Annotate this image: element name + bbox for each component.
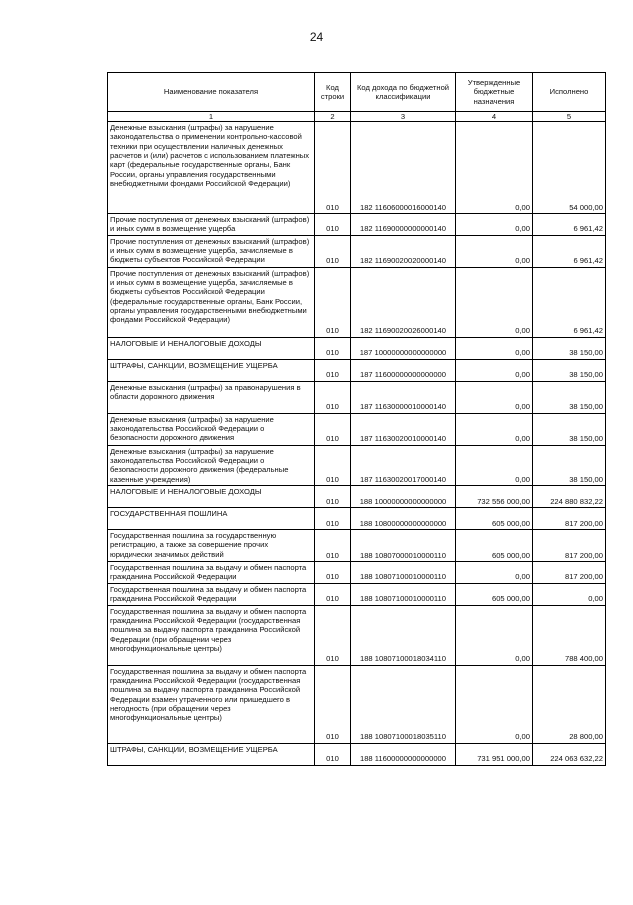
cell-executed: 817 200,00 (533, 507, 606, 529)
cell-approved: 0,00 (456, 214, 533, 236)
table-row (108, 743, 606, 765)
cell-name: Денежные взыскания (штрафы) за правонарушения в области дорожного движения (108, 381, 315, 413)
cell-kbk: 188 10807100010000110 (351, 561, 456, 583)
cell-approved: 0,00 (456, 605, 533, 665)
cell-executed: 38 150,00 (533, 381, 606, 413)
cell-name: Денежные взыскания (штрафы) за нарушение законодательства Российской Федерации о безопасности дорожного движения (108, 413, 315, 445)
cell-name: НАЛОГОВЫЕ И НЕНАЛОГОВЫЕ ДОХОДЫ (108, 337, 315, 359)
cell-name: Государственная пошлина за государственную регистрацию, а также за совершение прочих юридически значимых действий (108, 529, 315, 561)
cell-approved: 0,00 (456, 561, 533, 583)
cell-name: Денежные взыскания (штрафы) за нарушение законодательства Российской Федерации о безопасности дорожного движения (федеральные казенные учреждения) (108, 445, 315, 485)
cell-approved: 0,00 (456, 359, 533, 381)
column-number: 5 (533, 112, 606, 122)
cell-kbk: 182 11690000000000140 (351, 214, 456, 236)
table-header-row (108, 73, 606, 112)
table-row (108, 337, 606, 359)
cell-code: 010 (315, 445, 351, 485)
cell-kbk: 188 10000000000000000 (351, 485, 456, 507)
table-row (108, 485, 606, 507)
cell-name: Государственная пошлина за выдачу и обмен паспорта гражданина Российской Федерации (108, 583, 315, 605)
cell-executed: 224 063 632,22 (533, 743, 606, 765)
page-number: 24 (309, 30, 324, 44)
cell-name: Прочие поступления от денежных взысканий (штрафов) и иных сумм в возмещение ущерба, зачисляемые в бюджеты субъектов Российской Федерации (108, 235, 315, 267)
cell-kbk: 187 11630020010000140 (351, 413, 456, 445)
cell-approved: 0,00 (456, 381, 533, 413)
cell-code: 010 (315, 583, 351, 605)
cell-code: 010 (315, 605, 351, 665)
cell-code: 010 (315, 485, 351, 507)
table-row (108, 359, 606, 381)
cell-approved: 0,00 (456, 445, 533, 485)
table-row (108, 413, 606, 445)
cell-code: 010 (315, 507, 351, 529)
header-code: Код строки (315, 73, 351, 112)
table-row (108, 507, 606, 529)
cell-code: 010 (315, 743, 351, 765)
cell-approved: 0,00 (456, 267, 533, 337)
cell-executed: 54 000,00 (533, 122, 606, 214)
table-row (108, 235, 606, 267)
cell-approved: 731 951 000,00 (456, 743, 533, 765)
cell-kbk: 188 10807100010000110 (351, 583, 456, 605)
cell-executed: 817 200,00 (533, 561, 606, 583)
cell-executed: 38 150,00 (533, 445, 606, 485)
cell-code: 010 (315, 122, 351, 214)
cell-kbk: 187 11630020017000140 (351, 445, 456, 485)
header-approved: Утвержденные бюджетные назначения (456, 73, 533, 112)
cell-code: 010 (315, 381, 351, 413)
cell-approved: 0,00 (456, 665, 533, 743)
cell-kbk: 187 11630000010000140 (351, 381, 456, 413)
header-name: Наименование показателя (108, 73, 315, 112)
cell-executed: 38 150,00 (533, 359, 606, 381)
cell-executed: 817 200,00 (533, 529, 606, 561)
cell-approved: 732 556 000,00 (456, 485, 533, 507)
cell-approved: 0,00 (456, 235, 533, 267)
table-row (108, 583, 606, 605)
cell-kbk: 187 10000000000000000 (351, 337, 456, 359)
table-row (108, 267, 606, 337)
cell-code: 010 (315, 561, 351, 583)
table-row (108, 529, 606, 561)
cell-executed: 0,00 (533, 583, 606, 605)
cell-kbk: 182 11690020020000140 (351, 235, 456, 267)
cell-code: 010 (315, 214, 351, 236)
cell-name: Государственная пошлина за выдачу и обмен паспорта гражданина Российской Федерации (108, 561, 315, 583)
cell-approved: 0,00 (456, 413, 533, 445)
cell-kbk: 188 11600000000000000 (351, 743, 456, 765)
cell-kbk: 182 11690020026000140 (351, 267, 456, 337)
cell-approved: 605 000,00 (456, 583, 533, 605)
table-row (108, 665, 606, 743)
cell-executed: 28 800,00 (533, 665, 606, 743)
cell-name: Государственная пошлина за выдачу и обмен паспорта гражданина Российской Федерации (государственная пошлина за выдачу паспорта гражданина Российской Федерации (при обращении через многофункциональные центры) (108, 605, 315, 665)
table-row (108, 381, 606, 413)
cell-name: НАЛОГОВЫЕ И НЕНАЛОГОВЫЕ ДОХОДЫ (108, 485, 315, 507)
header-executed: Исполнено (533, 73, 606, 112)
cell-kbk: 188 10807100018034110 (351, 605, 456, 665)
cell-name: Прочие поступления от денежных взысканий (штрафов) и иных сумм в возмещение ущерба, зачисляемые в бюджеты субъектов Российской Федерации (федеральные государственные органы, Банк России, органы управления государственными внебюджетными фондами Российской Федерации) (108, 267, 315, 337)
cell-kbk: 182 11606000016000140 (351, 122, 456, 214)
cell-code: 010 (315, 359, 351, 381)
cell-kbk: 188 10807100018035110 (351, 665, 456, 743)
budget-execution-table (107, 72, 606, 766)
table-row (108, 561, 606, 583)
cell-code: 010 (315, 267, 351, 337)
column-number: 2 (315, 112, 351, 122)
cell-name: ШТРАФЫ, САНКЦИИ, ВОЗМЕЩЕНИЕ УЩЕРБА (108, 359, 315, 381)
table-row (108, 214, 606, 236)
cell-kbk: 188 10807000010000110 (351, 529, 456, 561)
cell-name: Прочие поступления от денежных взысканий (штрафов) и иных сумм в возмещение ущерба (108, 214, 315, 236)
table-row (108, 122, 606, 214)
cell-code: 010 (315, 665, 351, 743)
cell-name: ГОСУДАРСТВЕННАЯ ПОШЛИНА (108, 507, 315, 529)
cell-code: 010 (315, 413, 351, 445)
cell-name: Государственная пошлина за выдачу и обмен паспорта гражданина Российской Федерации (государственная пошлина за выдачу паспорта гражданина Российской Федерации взамен утраченного или пришедшего в негодность (при обращении через многофункциональные центры) (108, 665, 315, 743)
cell-code: 010 (315, 529, 351, 561)
cell-approved: 605 000,00 (456, 529, 533, 561)
cell-code: 010 (315, 337, 351, 359)
cell-executed: 38 150,00 (533, 413, 606, 445)
cell-executed: 6 961,42 (533, 235, 606, 267)
cell-executed: 224 880 832,22 (533, 485, 606, 507)
table-body (108, 122, 606, 766)
header-kbk: Код дохода по бюджетной классификации (351, 73, 456, 112)
cell-code: 010 (315, 235, 351, 267)
column-number: 1 (108, 112, 315, 122)
cell-executed: 6 961,42 (533, 267, 606, 337)
cell-executed: 788 400,00 (533, 605, 606, 665)
column-number: 3 (351, 112, 456, 122)
table-row (108, 445, 606, 485)
cell-executed: 38 150,00 (533, 337, 606, 359)
column-number-row (108, 112, 606, 122)
cell-approved: 605 000,00 (456, 507, 533, 529)
cell-kbk: 188 10800000000000000 (351, 507, 456, 529)
cell-approved: 0,00 (456, 337, 533, 359)
cell-name: Денежные взыскания (штрафы) за нарушение законодательства о применении контрольно-кассовой техники при осуществлении наличных денежных расчетов и (или) расчетов с использованием платежных карт (федеральные государственные органы, Банк России, органы управления государственными внебюджетными фондами Российской Федерации) (108, 122, 315, 214)
table-row (108, 605, 606, 665)
column-number: 4 (456, 112, 533, 122)
cell-approved: 0,00 (456, 122, 533, 214)
cell-executed: 6 961,42 (533, 214, 606, 236)
cell-kbk: 187 11600000000000000 (351, 359, 456, 381)
cell-name: ШТРАФЫ, САНКЦИИ, ВОЗМЕЩЕНИЕ УЩЕРБА (108, 743, 315, 765)
